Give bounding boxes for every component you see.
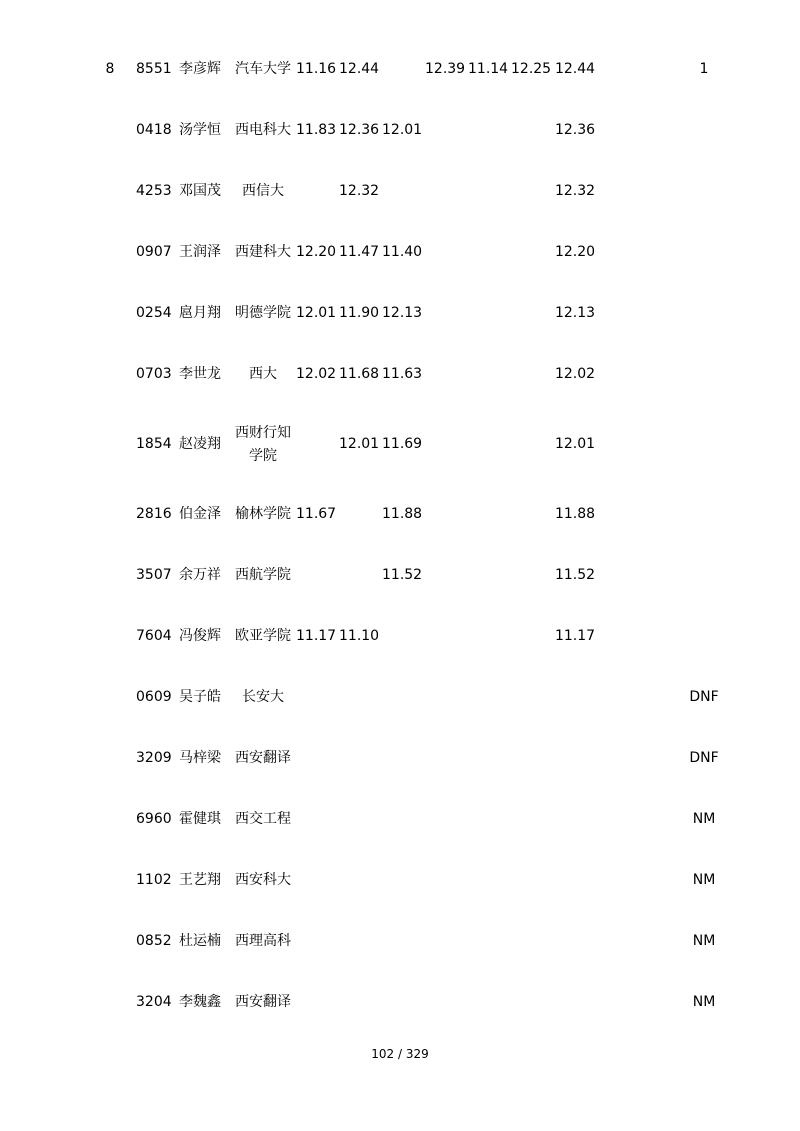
athlete-school: 西航学院 (235, 567, 291, 583)
table-row (0, 687, 800, 707)
athlete-school: 西大 (249, 366, 277, 382)
attempt-1: 11.16 (296, 61, 337, 77)
table-row (0, 565, 800, 585)
best-result: 11.17 (554, 628, 596, 644)
attempt-2: 11.10 (339, 628, 380, 644)
table-row (0, 809, 800, 829)
athlete-name: 伯金泽 (179, 506, 221, 522)
attempt-3: 12.01 (382, 122, 423, 138)
athlete-name: 李世龙 (179, 366, 221, 382)
athlete-number: 1854 (136, 436, 172, 452)
table-row (0, 364, 800, 384)
athlete-name: 冯俊辉 (179, 628, 221, 644)
athlete-name: 汤学恒 (179, 122, 221, 138)
best-result: 11.52 (554, 567, 596, 583)
attempt-2: 12.32 (339, 183, 380, 199)
athlete-number: 0907 (136, 244, 172, 260)
athlete-number: 7604 (136, 628, 172, 644)
rank: NM (692, 933, 716, 949)
rank: 1 (699, 61, 709, 77)
table-row (0, 870, 800, 890)
attempt-6: 12.25 (511, 61, 552, 77)
attempt-2: 11.68 (339, 366, 380, 382)
athlete-number: 0254 (136, 305, 172, 321)
athlete-name: 余万祥 (179, 567, 221, 583)
athlete-name: 邓国茂 (179, 183, 221, 199)
table-row (0, 626, 800, 646)
athlete-school: 西财行知学院 (235, 425, 291, 464)
attempt-2: 12.36 (339, 122, 380, 138)
rank: DNF (689, 689, 719, 705)
athlete-number: 0418 (136, 122, 172, 138)
athlete-number: 0852 (136, 933, 172, 949)
athlete-school: 西安翻译 (235, 750, 291, 766)
athlete-school: 西信大 (242, 183, 284, 199)
attempt-1: 11.83 (296, 122, 337, 138)
table-row (0, 181, 800, 201)
best-result: 12.32 (554, 183, 596, 199)
attempt-4: 12.39 (425, 61, 466, 77)
best-result: 12.44 (554, 61, 596, 77)
athlete-name: 马梓梁 (179, 750, 221, 766)
athlete-number: 0703 (136, 366, 172, 382)
athlete-name: 李魏鑫 (179, 994, 221, 1010)
athlete-number: 4253 (136, 183, 172, 199)
athlete-name: 赵凌翔 (179, 436, 221, 452)
athlete-number: 1102 (136, 872, 172, 888)
athlete-school: 长安大 (242, 689, 284, 705)
attempt-3: 11.63 (382, 366, 423, 382)
best-result: 12.02 (554, 366, 596, 382)
athlete-number: 6960 (136, 811, 172, 827)
attempt-3: 11.52 (382, 567, 423, 583)
attempt-3: 12.13 (382, 305, 423, 321)
attempt-2: 11.90 (339, 305, 380, 321)
athlete-school: 西建科大 (235, 244, 291, 260)
athlete-name: 霍健琪 (179, 811, 221, 827)
best-result: 12.13 (554, 305, 596, 321)
table-row (0, 504, 800, 524)
athlete-school: 西交工程 (235, 811, 291, 827)
best-result: 11.88 (554, 506, 596, 522)
rank: DNF (689, 750, 719, 766)
rank: NM (692, 872, 716, 888)
attempt-1: 12.02 (296, 366, 337, 382)
athlete-name: 扈月翔 (179, 305, 221, 321)
athlete-number: 2816 (136, 506, 172, 522)
rank: NM (692, 811, 716, 827)
best-result: 12.36 (554, 122, 596, 138)
best-result: 12.20 (554, 244, 596, 260)
athlete-name: 王艺翔 (179, 872, 221, 888)
athlete-number: 8551 (136, 61, 172, 77)
athlete-name: 李彦辉 (179, 61, 221, 77)
attempt-2: 11.47 (339, 244, 380, 260)
athlete-number: 3507 (136, 567, 172, 583)
group-number: 8 (105, 61, 115, 77)
best-result: 12.01 (554, 436, 596, 452)
athlete-name: 王润泽 (179, 244, 221, 260)
athlete-school: 明德学院 (235, 305, 291, 321)
athlete-school: 西安科大 (235, 872, 291, 888)
attempt-1: 11.67 (296, 506, 337, 522)
athlete-number: 3209 (136, 750, 172, 766)
athlete-name: 杜运楠 (179, 933, 221, 949)
attempt-2: 12.44 (339, 61, 380, 77)
table-row (0, 992, 800, 1012)
rank: NM (692, 994, 716, 1010)
attempt-1: 12.01 (296, 305, 337, 321)
athlete-number: 0609 (136, 689, 172, 705)
attempt-3: 11.69 (382, 436, 423, 452)
table-row (0, 120, 800, 140)
attempt-3: 11.40 (382, 244, 423, 260)
table-row (0, 59, 800, 79)
table-row (0, 242, 800, 262)
attempt-5: 11.14 (468, 61, 509, 77)
attempt-1: 12.20 (296, 244, 337, 260)
athlete-name: 吴子皓 (179, 689, 221, 705)
table-row (0, 425, 800, 464)
athlete-school: 汽车大学 (235, 61, 291, 77)
athlete-number: 3204 (136, 994, 172, 1010)
attempt-1: 11.17 (296, 628, 337, 644)
athlete-school: 榆林学院 (235, 506, 291, 522)
page-number: 102 / 329 (371, 1047, 429, 1061)
table-row (0, 303, 800, 323)
table-row (0, 748, 800, 768)
attempt-2: 12.01 (339, 436, 380, 452)
athlete-school: 西理高科 (235, 933, 291, 949)
table-row (0, 931, 800, 951)
athlete-school: 西电科大 (235, 122, 291, 138)
athlete-school: 西安翻译 (235, 994, 291, 1010)
attempt-3: 11.88 (382, 506, 423, 522)
athlete-school: 欧亚学院 (235, 628, 291, 644)
